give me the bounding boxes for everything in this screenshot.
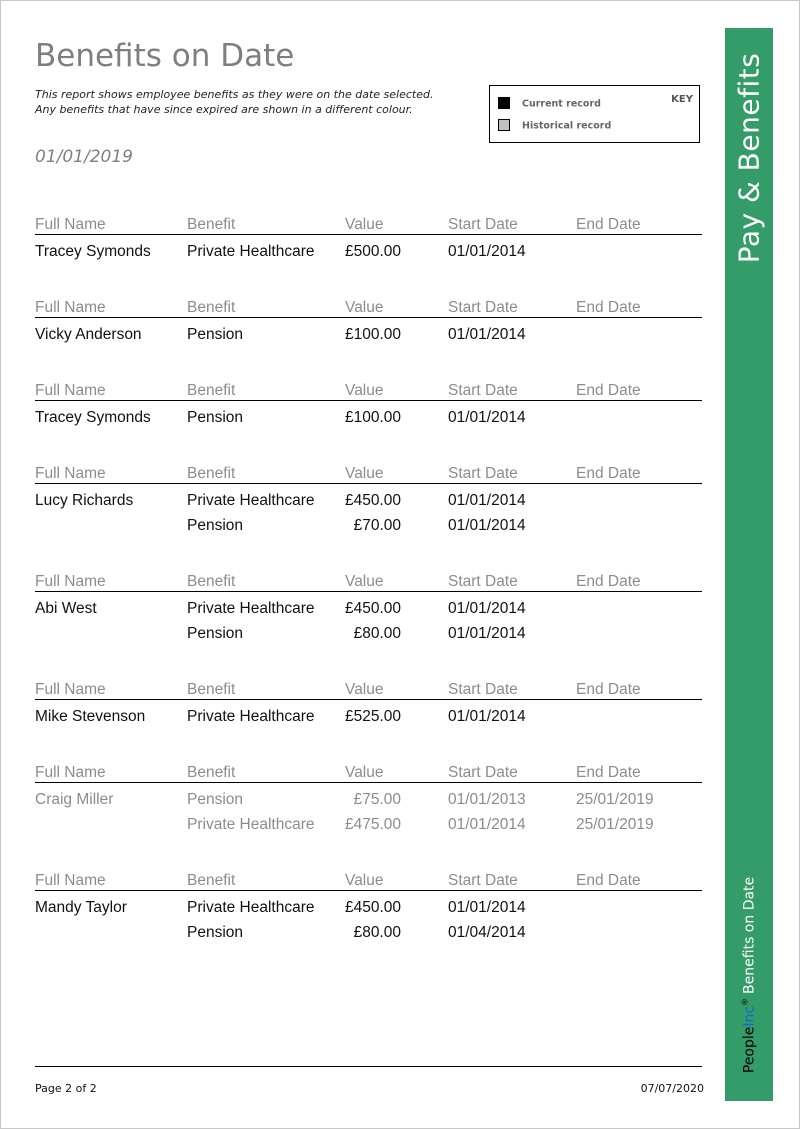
header-value: Value (345, 764, 384, 781)
employee-name: Tracey Symonds (35, 243, 151, 260)
header-full-name: Full Name (35, 216, 106, 233)
header-start-date: Start Date (448, 382, 518, 399)
benefit-type: Pension (187, 791, 244, 808)
start-date: 01/04/2014 (448, 924, 526, 941)
start-date: 01/01/2014 (448, 600, 526, 617)
historical-swatch-icon (498, 119, 510, 131)
benefit-group (35, 464, 702, 534)
benefit-groups (35, 215, 702, 979)
header-end-date: End Date (576, 681, 641, 698)
benefit-type: Private Healthcare (187, 899, 315, 916)
column-header-row (35, 680, 702, 700)
header-full-name: Full Name (35, 681, 106, 698)
header-value: Value (345, 573, 384, 590)
key-legend (489, 85, 700, 143)
header-start-date: Start Date (448, 299, 518, 316)
header-end-date: End Date (576, 764, 641, 781)
brand-people: People (741, 1026, 758, 1074)
benefit-type: Private Healthcare (187, 600, 315, 617)
benefit-value: £75.00 (353, 791, 401, 808)
employee-name: Abi West (35, 600, 97, 617)
table-row (35, 401, 702, 426)
column-header-row (35, 381, 702, 401)
employee-name: Vicky Anderson (35, 326, 142, 343)
footer-divider (35, 1066, 702, 1067)
header-start-date: Start Date (448, 216, 518, 233)
table-row (35, 808, 702, 833)
benefit-type: Pension (187, 517, 244, 534)
benefit-value: £450.00 (344, 600, 401, 617)
table-row (35, 783, 702, 808)
header-full-name: Full Name (35, 573, 106, 590)
table-row (35, 916, 702, 941)
benefit-value: £450.00 (344, 492, 401, 509)
benefit-group (35, 572, 702, 642)
start-date: 01/01/2013 (448, 791, 526, 808)
start-date: 01/01/2014 (448, 326, 526, 343)
selected-date: 01/01/2019 (35, 147, 133, 167)
table-row (35, 318, 702, 343)
benefit-value: £100.00 (344, 326, 401, 343)
column-header-row (35, 572, 702, 592)
sidebar-report-name: Benefits on Date (741, 876, 758, 994)
header-benefit: Benefit (187, 764, 236, 781)
report-description: This report shows employee benefits as they were on the date selected. Any benefits that have since expired are shown in a different colour. (35, 88, 434, 116)
header-benefit: Benefit (187, 382, 236, 399)
benefit-value: £525.00 (344, 708, 401, 725)
benefit-type: Pension (187, 326, 244, 343)
header-value: Value (345, 382, 384, 399)
table-row (35, 484, 702, 509)
table-row (35, 509, 702, 534)
benefit-group (35, 680, 702, 725)
benefit-type: Pension (187, 625, 244, 642)
key-title: KEY (671, 94, 693, 105)
header-value: Value (345, 465, 384, 482)
benefit-value: £100.00 (344, 409, 401, 426)
header-full-name: Full Name (35, 465, 106, 482)
header-end-date: End Date (576, 465, 641, 482)
benefit-group (35, 298, 702, 343)
header-benefit: Benefit (187, 216, 236, 233)
header-start-date: Start Date (448, 573, 518, 590)
header-end-date: End Date (576, 382, 641, 399)
table-row (35, 235, 702, 260)
header-start-date: Start Date (448, 764, 518, 781)
table-row (35, 891, 702, 916)
column-header-row (35, 763, 702, 783)
benefit-type: Private Healthcare (187, 492, 315, 509)
start-date: 01/01/2014 (448, 492, 526, 509)
employee-name: Lucy Richards (35, 492, 134, 509)
benefit-group (35, 763, 702, 833)
benefit-group (35, 215, 702, 260)
header-start-date: Start Date (448, 465, 518, 482)
benefit-value: £500.00 (344, 243, 401, 260)
header-end-date: End Date (576, 872, 641, 889)
key-historical-label: Historical record (522, 120, 612, 132)
header-benefit: Benefit (187, 299, 236, 316)
sidebar-band (725, 28, 773, 1101)
header-benefit: Benefit (187, 872, 236, 889)
employee-name: Craig Miller (35, 791, 114, 808)
benefit-group (35, 381, 702, 426)
start-date: 01/01/2014 (448, 625, 526, 642)
start-date: 01/01/2014 (448, 816, 526, 833)
sidebar-section-title (725, 28, 773, 288)
header-benefit: Benefit (187, 681, 236, 698)
end-date: 25/01/2019 (576, 791, 654, 808)
sidebar-title-text: Pay & Benefits (732, 52, 766, 264)
benefit-type: Private Healthcare (187, 708, 315, 725)
benefit-group (35, 871, 702, 941)
header-end-date: End Date (576, 216, 641, 233)
header-full-name: Full Name (35, 872, 106, 889)
sidebar-brand-text (741, 877, 758, 1073)
benefit-value: £70.00 (353, 517, 401, 534)
key-current (498, 98, 601, 110)
start-date: 01/01/2014 (448, 708, 526, 725)
header-full-name: Full Name (35, 299, 106, 316)
start-date: 01/01/2014 (448, 409, 526, 426)
benefit-value: £80.00 (353, 924, 401, 941)
column-header-row (35, 464, 702, 484)
benefit-type: Pension (187, 409, 244, 426)
header-end-date: End Date (576, 299, 641, 316)
table-row (35, 617, 702, 642)
header-value: Value (345, 299, 384, 316)
header-benefit: Benefit (187, 573, 236, 590)
start-date: 01/01/2014 (448, 517, 526, 534)
footer-printed-date: 07/07/2020 (640, 1082, 704, 1095)
start-date: 01/01/2014 (448, 243, 526, 260)
sidebar-brand (725, 863, 773, 1087)
employee-name: Mandy Taylor (35, 899, 127, 916)
header-full-name: Full Name (35, 382, 106, 399)
header-start-date: Start Date (448, 681, 518, 698)
header-end-date: End Date (576, 573, 641, 590)
table-row (35, 592, 702, 617)
employee-name: Mike Stevenson (35, 708, 146, 725)
end-date: 25/01/2019 (576, 816, 654, 833)
header-value: Value (345, 872, 384, 889)
header-value: Value (345, 681, 384, 698)
column-header-row (35, 215, 702, 235)
current-swatch-icon (498, 97, 510, 109)
column-header-row (35, 298, 702, 318)
brand-inc: Inc (741, 1005, 758, 1027)
benefit-type: Private Healthcare (187, 816, 315, 833)
header-value: Value (345, 216, 384, 233)
benefit-type: Pension (187, 924, 244, 941)
key-historical (498, 120, 611, 132)
header-start-date: Start Date (448, 872, 518, 889)
benefit-value: £475.00 (344, 816, 401, 833)
header-benefit: Benefit (187, 465, 236, 482)
benefit-value: £80.00 (353, 625, 401, 642)
column-header-row (35, 871, 702, 891)
table-row (35, 700, 702, 725)
benefit-type: Private Healthcare (187, 243, 315, 260)
start-date: 01/01/2014 (448, 899, 526, 916)
employee-name: Tracey Symonds (35, 409, 151, 426)
benefit-value: £450.00 (344, 899, 401, 916)
brand-registered-mark: ® (740, 997, 750, 1006)
report-title: Benefits on Date (35, 38, 295, 74)
key-current-label: Current record (522, 98, 601, 110)
header-full-name: Full Name (35, 764, 106, 781)
footer-page-number: Page 2 of 2 (35, 1082, 97, 1095)
